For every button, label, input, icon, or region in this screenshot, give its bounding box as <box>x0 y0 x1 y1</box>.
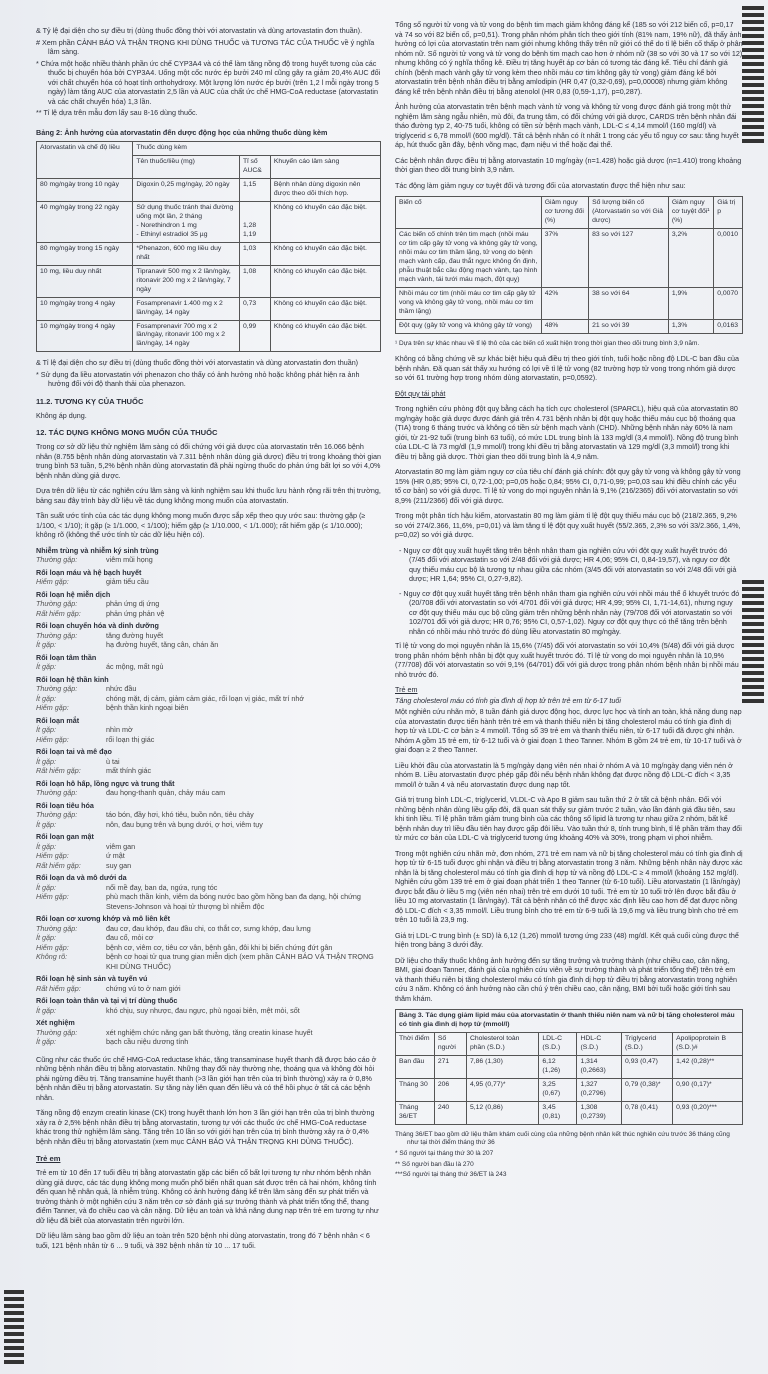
ae-effect: xét nghiệm chức năng gan bất thường, tăng creatin kinase huyết <box>106 1027 313 1037</box>
paragraph: Trong một nghiên cứu nhãn mở, đơn nhóm, 271 trẻ em nam và nữ bị tăng cholesterol máu có tính gia đình dị hợp tử từ 6-15 tuổi được ghi nhận và điều trị bằng atorvastatin trong 3 năm. Những bệnh nhân này được xác nhận là bị tăng cholesterol máu có tính gia đình dị hợp tử và nồng độ LDL-C ≥ 4 mmol/l (khoảng 152 mg/dl). Nghiên cứu gồm 139 trẻ em ở giai đoạn phát triển 1 theo Tanner (từ 6-10 tuổi). Liều atorvastatin (1 lần/ngày) được bắt đầu ở liều 5 mg (viên nén nhai) trên trẻ em dưới 10 tuổi. Trẻ em từ 10 tuổi trở lên được bắt đầu ở liều 10 mg atorvastatin (1 lần/ngày). Tất cả bệnh nhân có thể được xác định liều cao hơn để đạt được nồng độ LDL-C đích < 3,35 mmol/l. Liều trung bình cho trẻ em từ 6-9 tuổi là 19,6 mg và liều trung bình cho trẻ em trên 10 tuổi là 23,9 mg. <box>395 848 743 925</box>
paragraph: Trong cơ sở dữ liệu thử nghiệm lâm sàng có đối chứng với giả dược của atorvastatin trên 16.066 bệnh nhân (8.755 bệnh nhân dùng atorvastatin và 7.311 bệnh nhân dùng giả dược) điều trị trong khoảng thời gian trung bình 53 tuần, 5,2% bệnh nhân dùng atorvastatin đã phải ngừng thuốc do phản ứng bất lợi so với 4,0% bệnh nhân dùng giả dược. <box>36 442 381 480</box>
table-note: & Tỉ lệ đại diện cho sự điều trị (dùng thuốc đồng thời với atorvastatin và dùng atorvastatin đơn thuần) <box>36 358 359 368</box>
table-header: Số lượng biến cố (Atorvastatin so với Giả dược) <box>589 197 669 229</box>
ae-frequency: Ít gặp: <box>36 1005 56 1015</box>
table-cell: 0,0163 <box>714 319 743 333</box>
ae-frequency: Hiếm gặp: <box>36 577 69 587</box>
table-row <box>396 228 743 287</box>
table-cell: 10 mg/ngày trong 4 ngày <box>37 297 133 320</box>
ae-row <box>36 1037 381 1047</box>
table-cell: 40 mg/ngày trong 22 ngày <box>37 201 133 242</box>
ae-effect: ác mộng, mất ngủ <box>106 662 164 672</box>
paragraph: Giá trị LDL-C trung bình (± SD) là 6,12 (1,26) mmol/l tương ứng 233 (48) mg/dl. Kết quả cuối cùng được thể hiện trong bảng 3 dưới đây. <box>395 930 739 950</box>
ae-effect: nhìn mờ <box>106 725 133 735</box>
ae-group-title: Xét nghiệm <box>36 1018 75 1028</box>
paragraph: Tăng nồng độ enzym creatin kinase (CK) trong huyết thanh lớn hơn 3 lần giới hạn trên của trị bình thường xảy ra ở 2,5% bệnh nhân điều trị bằng atorvastatin, tương tự với các thuốc ức chế HMG-CoA reductase khác trong thử nghiệm lâm sàng. Tăng trên 10 lần so với giới hạn trên của trị bình thường xảy ra ở 0,4% bệnh nhân điều trị bằng atorvastatin (xem mục CẢNH BÁO VÀ THẬN TRỌNG KHI DÙNG THUỐC). <box>36 1108 375 1146</box>
ae-group-title: Rối loạn tai và mê đạo <box>36 747 112 757</box>
ae-row <box>36 640 381 650</box>
ae-frequency: Thường gặp: <box>36 599 78 609</box>
table-cell: 42% <box>541 287 588 319</box>
table-note: * Sử dụng đa liều atorvastatin với phenazon cho thấy có ảnh hưởng nhỏ hoặc không phát hiện ra ảnh hưởng đối với độ thanh thải của phenazon. <box>36 369 360 389</box>
table-cell: Nhồi máu cơ tim (nhồi máu cơ tim cấp gây tử vong và không gây tử vong, nhồi máu cơ tim thầm lặng) <box>396 287 542 319</box>
ae-effect: viêm gan <box>106 841 136 851</box>
table-row <box>37 178 381 201</box>
ae-row <box>36 861 381 871</box>
paragraph: Tác động làm giảm nguy cơ tuyệt đối và tương đối của atorvastatin được thể hiện như sau: <box>395 180 686 190</box>
table-cell: 6,12 (1,26) <box>539 1056 577 1079</box>
ae-frequency: Hiếm gặp: <box>36 851 69 861</box>
table-note: ** Số người ban đầu là 270 <box>395 1160 474 1168</box>
ae-group-title: Rối loạn toàn thân và tại vị trí dùng thuốc <box>36 996 178 1006</box>
table-cell: 0,0070 <box>714 287 743 319</box>
ae-effect: bệnh thần kinh ngoại biên <box>106 703 189 713</box>
table-cell: Fosamprenavir 700 mg x 2 lần/ngày, ritonavir 100 mg x 2 lần/ngày, 14 ngày <box>133 320 240 352</box>
ae-row <box>36 1028 381 1038</box>
ae-row <box>36 757 381 767</box>
ae-effect: viêm mũi họng <box>106 555 153 565</box>
table-header: Apolipoprotein B (S.D.)# <box>673 1033 743 1056</box>
table-cell: 80 mg/ngày trong 10 ngày <box>37 178 133 201</box>
note: * Chứa một hoặc nhiều thành phần ức chế CYP3A4 và có thể làm tăng nồng độ trong huyết tương của các thuốc bị chuyển hóa bởi CYP3A4. Uống một cốc nước ép bưởi 240 ml cũng gây ra giảm 20,4% AUC đối với chất chuyển hóa có hoạt tính orthohydroxy. Một lượng lớn nước ép bưởi (trên 1,2 l mỗi ngày trong 5 ngày) làm tăng AUC của atorvastatin 2,5 lần và AUC của chất ức chế HMG-CoA reductase (atorvastatin và các chất chuyển hóa) 1,3 lần. <box>36 58 381 106</box>
ae-group-title: Rối loạn hệ sinh sản và tuyến vú <box>36 974 148 984</box>
table-header: Thuốc dùng kèm <box>133 142 381 156</box>
ae-row <box>36 725 381 735</box>
paragraph: Cũng như các thuốc ức chế HMG-CoA reductase khác, tăng transaminase huyết thanh đã được báo cáo ở những bệnh nhân điều trị bằng atorvastatin. Những thay đổi này thường nhẹ, thoáng qua và không đòi hỏi phải ngừng điều trị. Tăng transamine huyết thanh (>3 lần giới hạn trên của trị bình thường) xảy ra ở 0,8% bệnh nhân điều trị bằng atorvastatin. Sự tăng này liên quan đến liều và có thể hồi phục ở tất cả các bệnh nhân. <box>36 1054 377 1102</box>
table-note: Tháng 36/ET bao gồm dữ liệu thăm khám cuối cùng của những bệnh nhân kết thúc nghiên cứu trước 36 tháng cũng như tại thời điểm tháng thứ 36 <box>395 1130 730 1147</box>
table-cell: 83 so với 127 <box>589 228 669 287</box>
ae-effect: hạ đường huyết, tăng cân, chán ăn <box>106 640 219 650</box>
ae-group-title: Rối loạn hô hấp, lồng ngực và trung thất <box>36 778 175 788</box>
ae-effect: bệnh cơ hoại tử qua trung gian miễn dịch (xem phần CẢNH BÁO VÀ THẬN TRỌNG KHI DÙNG THUỐC) <box>106 952 374 971</box>
subsection-subtitle: Tăng cholesterol máu có tính gia đình dị hợp tử trên trẻ em từ 6-17 tuổi <box>395 695 622 705</box>
ae-effect: giảm tiểu cầu <box>106 577 149 587</box>
table-header: Giảm nguy cơ tuyệt đối¹ (%) <box>668 197 713 229</box>
table-cell: 0,90 (0,17)* <box>673 1078 743 1101</box>
section-title: Trẻ em <box>36 1154 61 1164</box>
ae-frequency: Ít gặp: <box>36 640 56 650</box>
table-cell: Sử dụng thuốc tránh thai đường uống một lần, 2 tháng - Norethindron 1 mg - Ethinyl estradiol 35 µg <box>133 201 240 242</box>
table-header: Tên thuốc/liều (mg) <box>133 155 240 178</box>
ae-frequency: Rất hiếm gặp: <box>36 983 81 993</box>
ae-group-title: Rối loạn máu và hệ bạch huyết <box>36 567 142 577</box>
ae-group-title: Rối loạn chuyển hóa và dinh dưỡng <box>36 621 159 631</box>
ae-effect: chóng mặt, dị cảm, giảm cảm giác, rối loạn vị giác, mất trí nhớ <box>106 693 305 703</box>
ae-frequency: Ít gặp: <box>36 725 56 735</box>
table-header: Atorvastatin và chế độ liều <box>37 142 133 179</box>
table-cell: 0,0010 <box>714 228 743 287</box>
subsection-title: Đột quỵ tái phát <box>395 388 446 398</box>
table-cell: Tipranavir 500 mg x 2 lần/ngày, ritonavir 200 mg x 2 lần/ngày, 7 ngày <box>133 265 240 297</box>
ae-group-title: Rối loạn tiêu hóa <box>36 800 94 810</box>
table3 <box>395 1009 743 1125</box>
table-cell: 7,86 (1,30) <box>466 1056 538 1079</box>
ae-effect: chứng vú to ở nam giới <box>106 983 181 993</box>
ae-frequency: Không rõ: <box>36 952 68 962</box>
ae-effect: tăng đường huyết <box>106 630 164 640</box>
ae-frequency: Ít gặp: <box>36 693 56 703</box>
table-cell: 38 so với 64 <box>589 287 669 319</box>
paragraph: Tỉ lệ tử vong do mọi nguyên nhân là 15,6% (7/45) đối với atorvastatin so với 10,4% (5/48) đối với giả dược trong phân nhóm bệnh nhân bị đột quỵ xuất huyết trước đó. Tỉ lệ tử vong do mọi nguyên nhân là 10,9% (77/708) đối với atorvastatin so với 9,1% (64/701) đối với giả dược trong phân nhóm bệnh nhân bị nhồi máu nhỏ trước đó. <box>395 641 739 679</box>
paragraph: Ảnh hưởng của atorvastatin trên bệnh mạch vành tử vong và không tử vong được đánh giá trong một thử nghiệm lâm sàng ngẫu nhiên, mù đôi, đa trung tâm, có đối chứng với giả dược, CARDS trên bệnh nhân đái tháo đường typ 2, 40-75 tuổi, không có tiền sử bệnh mạch vành, LDL-C ≤ 4,14 mmol/l (160 mg/dl) và triglycerid ≤ 6,78 mmol/l (600 mg/dl). Tất cả bệnh nhân có ít nhất 1 trong các yếu tố nguy cơ sau: tăng huyết áp, hút thuốc gần đây, bệnh võng mạc, đạm niệu vi thể hoặc đại thể. <box>395 102 739 149</box>
ae-row <box>36 577 381 587</box>
table-cell: Không có khuyến cáo đặc biệt. <box>270 265 380 297</box>
paragraph: Dựa trên dữ liệu từ các nghiên cứu lâm sàng và kinh nghiệm sau khi thuốc lưu hành rộng rãi trên thị trường, bảng sau đây trình bày dữ liệu về tác dụng không mong muốn của atorvastatin. <box>36 486 381 505</box>
table-row <box>37 265 381 297</box>
ae-effect: rối loạn thị giác <box>106 734 155 744</box>
paragraph: Các bệnh nhân được điều trị bằng atorvastatin 10 mg/ngày (n=1.428) hoặc giả dược (n=1.410) trong khoảng thời gian theo dõi trung bình 3,9 năm. <box>395 155 742 174</box>
section-title: 12. TÁC DỤNG KHÔNG MONG MUỐN CỦA THUỐC <box>36 428 218 438</box>
ae-row <box>36 1006 381 1016</box>
table-cell: Fosamprenavir 1.400 mg x 2 lần/ngày, 14 ngày <box>133 297 240 320</box>
table-cell: 0,93 (0,20)*** <box>673 1101 743 1124</box>
ae-effect: ù tai <box>106 756 120 766</box>
table-cell: 21 so với 39 <box>589 319 669 333</box>
risk-reduction-table <box>395 196 743 334</box>
table-cell: Các biến cố chính trên tim mạch (nhồi máu cơ tim cấp gây tử vong và không gây tử vong, nhồi máu cơ tim thầm lặng, tử vong do bệnh mạch vành cấp, đau thắt ngực không ổn định, phẫu thuật bắc cầu động mạch vành, tạo hình mạch vành, tái tưới máu mạch, đột quỵ) <box>396 228 542 287</box>
table-cell: Đột quỵ (gây tử vong và không gây tử vong) <box>396 319 542 333</box>
ae-row <box>36 820 381 830</box>
table2 <box>36 141 381 352</box>
paragraph: Trong một phân tích hậu kiểm, atorvastatin 80 mg làm giảm tỉ lệ đột quỵ thiếu máu cục bộ (218/2.365, 9,2% so với 274/2.366, 11,6%, p=0,01) và làm tăng tỉ lệ đột quỵ xuất huyết (55/2.365, 2,3% so với 33/2.366, 1,4%, p=0,02) so với giả dược. <box>395 511 741 540</box>
table-row <box>396 319 743 333</box>
table-header: Số người <box>434 1033 466 1056</box>
ae-row <box>36 842 381 852</box>
ae-row <box>36 924 381 934</box>
table-note: ¹ Dựa trên sự khác nhau về tỉ lệ thô của các biến cố xuất hiện trong thời gian theo dõi trung bình 3,9 năm. <box>395 339 700 347</box>
table-row <box>37 297 381 320</box>
table-row <box>396 287 743 319</box>
subsection-title: Trẻ em <box>395 685 418 695</box>
table-note: ***Số người tại tháng thứ 36/ET là 243 <box>395 1171 507 1179</box>
ae-group-title: Rối loạn gan mật <box>36 832 94 842</box>
table-cell: Không có khuyến cáo đặc biệt. <box>270 297 380 320</box>
ae-row <box>36 810 381 820</box>
barcode-left-bottom <box>4 1290 24 1367</box>
ae-row <box>36 952 381 971</box>
ae-row <box>36 735 381 745</box>
table-cell: 1,42 (0,28)** <box>673 1056 743 1079</box>
paragraph: Atorvastatin 80 mg làm giảm nguy cơ của tiêu chí đánh giá chính: đột quỵ gây tử vong và không gây tử vong 15% (HR 0,85; 95% CI, 0,72-1,00; p=0,05 hoặc 0,84; 95% CI, 0,71-0,99; p=0,03 sau khi điều chỉnh các yếu tố cơ bản) so với giả dược. Tỉ lệ tử vong do mọi nguyên nhân là 9,1% (216/2365) đối với atorvastatin so với 8,9% (211/2366) đối với giả dược. <box>395 467 741 505</box>
ae-frequency: Thường gặp: <box>36 684 78 694</box>
table-header: Biến cố <box>396 197 542 229</box>
ae-row <box>36 984 381 994</box>
table-header: LDL-C (S.D.) <box>539 1033 577 1056</box>
ae-frequency: Hiếm gặp: <box>36 892 69 902</box>
ae-frequency: Ít gặp: <box>36 841 56 851</box>
table-cell: 206 <box>434 1078 466 1101</box>
paragraph: Không có bằng chứng về sự khác biệt hiệu quả điều trị theo giới tính, tuổi hoặc nồng độ LDL-C ban đầu của bệnh nhân. Đã quan sát thấy xu hướng có lợi về tỉ lệ tử vong (82 trường hợp tử vong trong nhóm giả dược so với 61 trường hợp trong nhóm dùng atorvastatin, p=0,0592). <box>395 354 739 383</box>
table-cell: Không có khuyến cáo đặc biệt. <box>270 320 380 352</box>
ae-row <box>36 851 381 861</box>
barcode-right <box>742 6 764 146</box>
ae-row <box>36 694 381 704</box>
table-cell: 1,3% <box>668 319 713 333</box>
table-cell: 1,08 <box>239 265 270 297</box>
ae-effect: bạch cầu niệu dương tính <box>106 1037 189 1047</box>
table-header: Giá trị p <box>714 197 743 229</box>
table-header: Triglycerid (S.D.) <box>622 1033 673 1056</box>
bullet-item: - Nguy cơ đột quỵ xuất huyết tăng trên bệnh nhân tham gia nghiên cứu với nhồi máu thể ổ khuyết trước đó (20/708 đối với atorvastatin so với 4/701 đối với giả dược; HR 4,99; 95% CI, 1,71-14,61), nhưng nguy cơ đột quỵ thiếu máu cục bộ cũng giảm trên những bệnh nhân này (79/708 đối với atorvastatin so với 102/701 đối với giả dược; HR 0,76; 95% CI, 0,57-1,02). Nguy cơ đột quỵ thực có thể tăng trên bệnh nhân có nhồi máu nhỏ trước đó dùng liều atorvastatin 80 mg/ngày. <box>399 588 740 636</box>
table-cell: 48% <box>541 319 588 333</box>
ae-frequency: Ít gặp: <box>36 662 56 672</box>
table-row <box>37 201 381 242</box>
table-cell: 0,73 <box>239 297 270 320</box>
table-cell: 1,327 (0,2796) <box>577 1078 622 1101</box>
ae-row <box>36 933 381 943</box>
ae-frequency: Ít gặp: <box>36 756 56 766</box>
ae-effect: phù mạch thần kinh, viêm da bóng nước bao gồm hồng ban đa dạng, hội chứng Stevens-Johnson và hoại tử thượng bì nhiễm độc <box>106 892 361 911</box>
table-cell: 3,25 (0,67) <box>539 1078 577 1101</box>
paragraph: Dữ liệu lâm sàng bao gồm dữ liệu an toàn trên 520 bệnh nhi dùng atorvastatin, trong đó 7 bệnh nhân < 6 tuổi, 121 bệnh nhân từ 6 ... 9 tuổi, và 392 bệnh nhân từ 10 ... 17 tuổi. <box>36 1231 370 1250</box>
ae-frequency: Hiếm gặp: <box>36 734 69 744</box>
ae-row <box>36 631 381 641</box>
ae-frequency: Ít gặp: <box>36 1037 56 1047</box>
ae-effect: nhức đầu <box>106 684 137 694</box>
table-cell: 0,99 <box>239 320 270 352</box>
paragraph: Tần suất ước tính của các tác dụng không mong muốn được sắp xếp theo quy ước sau: thường gặp (≥ 1/100, < 1/10); ít gặp (≥ 1/1.000, < 1/100); hiếm gặp (≥ 1/10.000, < 1/1.000); rất hiếm gặp (≤ 1/10.000); không rõ (không thể ước tính từ các dữ liệu hiện có). <box>36 511 366 540</box>
table-row <box>396 1078 743 1101</box>
ae-effect: đau họng-thanh quản, chảy máu cam <box>106 788 226 798</box>
table-cell: 0,79 (0,38)* <box>622 1078 673 1101</box>
ae-group-title: Rối loạn hệ thần kinh <box>36 674 109 684</box>
ae-frequency: Thường gặp: <box>36 630 78 640</box>
ae-group-title: Rối loạn mắt <box>36 715 80 725</box>
table-cell: 1,9% <box>668 287 713 319</box>
ae-effect: ứ mật <box>106 851 125 861</box>
ae-group-title: Rối loạn da và mô dưới da <box>36 873 127 883</box>
ae-effect: đau cơ, đau khớp, đau đầu chi, co thắt cơ, sưng khớp, đau lưng <box>106 923 311 933</box>
table-header: HDL-C (S.D.) <box>577 1033 622 1056</box>
bullet-item: - Nguy cơ đột quỵ xuất huyết tăng trên bệnh nhân tham gia nghiên cứu với đột quỵ xuất huyết trước đó (7/45 đối với atorvastatin so với 2/48 đối với giả dược; HR 4,06; 95% CI, 0,84-19,57), và nguy cơ đột quỵ thiếu máu cục bộ là tương tự nhau giữa các nhóm (3/45 đối với atorvastatin so với 2/48 đối với giả dược; HR 1,64; 95% CI, 0,27-9,82). <box>399 545 737 584</box>
table-cell: 0,78 (0,41) <box>622 1101 673 1124</box>
table-header: Giảm nguy cơ tương đối (%) <box>541 197 588 229</box>
paragraph: Giá trị trung bình LDL-C, triglycerid, VLDL-C và Apo B giảm sau tuần thứ 2 ở tất cả bệnh nhân. Đối với những bệnh nhân dùng liều gấp đôi, đã quan sát thấy sự giảm trước 2 tuần, vào lần đánh giá đầu tiên, sau khi tinh liều. Tỉ lệ phần trăm giảm trung bình của các thông số lipid là tương tự nhau giữa 2 nhóm, bất kể bệnh nhân duy trì liều đầu tiên hay được gấp đôi liều. Vào tuần thứ 8, tính trung bình, tỉ lệ phần trăm thay đổi từ mức cơ bản của LDL-C và triglycerid tương ứng khoảng 40% và 30%, trong phạm vi phơi nhiễm. <box>395 795 742 843</box>
table-cell: Bệnh nhân dùng digoxin nên được theo dõi thích hợp. <box>270 178 380 201</box>
paragraph: Trong nghiên cứu phòng đột quỵ bằng cách hạ tích cực cholesterol (SPARCL), hiệu quả của atorvastatin 80 mg/ngày hoặc giả dược được đánh giá trên 4.731 bệnh nhân bị đột quỵ hoặc thiếu máu cục bộ thoáng qua (TIA) trong 6 tháng trước và không có tiền sử bệnh mạch vành (CHD). Những bệnh nhân này 60% là nam giới, từ 21-92 tuổi (trung bình 63 tuổi), có mức LDL trung bình là 133 mg/dl (3,4 mmol/l). Nồng độ trung bình của LDL-C là 73 mg/dl (1,9 mmol/l) trong khi điều trị bằng atorvastatin và 129 mg/dl (3,3 mmol/l) trong khi điều trị bằng giả dược. Thời gian theo dõi trung bình là 4,9 năm. <box>395 404 739 461</box>
table-cell: 1,314 (0,2663) <box>577 1056 622 1079</box>
table-cell: Tháng 30 <box>396 1078 435 1101</box>
table-header: Tỉ số AUC& <box>239 155 270 178</box>
paragraph: Dữ liệu cho thấy thuốc không ảnh hưởng đến sự tăng trưởng và trưởng thành (như chiều cao, cân nặng, BMI, giai đoạn Tanner, đánh giá của nghiên cứu viên về sự trưởng thành và phát triển tổng thể) trên trẻ em và thanh thiếu niên bị tăng cholesterol máu có tính gia đình dị hợp tử điều trị bằng atorvastatin trong nghiên cứu 3 năm. Không có ảnh hưởng nào cần chú ý trên chiều cao, cân nặng, BMI bởi tuổi hoặc giới tính sau thăm khám. <box>395 955 737 1003</box>
table-cell: 37% <box>541 228 588 287</box>
ae-frequency: Hiếm gặp: <box>36 703 69 713</box>
ae-frequency: Thường gặp: <box>36 788 78 798</box>
ae-frequency: Thường gặp: <box>36 923 78 933</box>
ae-row <box>36 892 381 911</box>
table-cell: 10 mg, liều duy nhất <box>37 265 133 297</box>
paragraph: Tổng số người tử vong và tử vong do bệnh tim mạch giảm không đáng kể (185 so với 212 biến cố, p=0,17 và 74 so với 82 biến cố, p=0,51). Trong phân nhóm phân tích theo giới tính (81% nam, 19% nữ), đã thấy ảnh hưởng có lợi của atorvastatin trên nam giới nhưng không thấy trên nữ giới có thể do tỉ lệ biến cố thấp ở phân nhóm nữ. Số người tử vong và tử vong do bệnh tim mạch cao hơn ở nhóm nữ (38 so với 30 và 17 so với 12) nhưng không có ý nghĩa thống kê. Điều trị tăng huyết áp cơ bản có tương tác đáng kể. Tiêu chí đánh giá chính (bệnh mạch vành gây tử vong kèm theo nhồi máu cơ tim không gây tử vong) giảm đáng kể bởi atorvastatin trên bệnh nhân điều trị bằng amlodipin (HR 0,47 (0,32-0,69), p=0,00008) nhưng giảm không đáng kể trên bệnh nhân điều trị bằng atenolol (HR 0,83 (0,59-1,17), p=0,287). <box>395 20 743 96</box>
table-cell: 80 mg/ngày trong 15 ngày <box>37 242 133 265</box>
ae-effect: phản ứng phản vệ <box>106 608 165 618</box>
table-cell: Digoxin 0,25 mg/ngày, 20 ngày <box>133 178 240 201</box>
ae-frequency: Thường gặp: <box>36 1027 78 1037</box>
ae-frequency: Rất hiếm gặp: <box>36 766 81 776</box>
ae-row <box>36 662 381 672</box>
ae-effect: nổi mề đay, ban da, ngứa, rụng tóc <box>106 882 218 892</box>
table-cell: 3,2% <box>668 228 713 287</box>
table2-caption: Bảng 2: Ảnh hưởng của atorvastatin đến dược động học của những thuốc dùng kèm <box>36 127 328 137</box>
adverse-effects-list <box>36 546 381 1047</box>
table-cell: 1,308 (0,2739) <box>577 1101 622 1124</box>
table-cell: 5,12 (0,86) <box>466 1101 538 1124</box>
table-cell: Không có khuyến cáo đặc biệt. <box>270 242 380 265</box>
table-cell: 1,03 <box>239 242 270 265</box>
paragraph: Một nghiên cứu nhãn mở, 8 tuần đánh giá dược động học, dược lực học và tính an toàn, khả năng dung nạp của atorvastatin được tiến hành trên trẻ em và thanh thiếu niên bị tăng cholesterol máu có tính gia đình dị hợp tử và LDL-C cơ bản ≥ 4 mmol/l. Tổng số 39 trẻ em và thanh thiếu niên, từ 6-17 tuổi đã được ghi nhận. Nhóm A gồm 15 trẻ em, từ 6-12 tuổi và ở giai đoạn 1 theo Tanner. Nhóm B gồm 24 trẻ em, từ 10-17 tuổi và ở giai đoạn ≥ 2 theo Tanner. <box>395 707 742 755</box>
ae-effect: đau cổ, mỏi cơ <box>106 933 154 943</box>
paragraph: Trẻ em từ 10 đến 17 tuổi điều trị bằng atorvastatin gặp các biến cố bất lợi tương tự như nhóm bệnh nhân dùng giả dược, các tác dụng không mong muốn phổ biến nhất quan sát được trên cả hai nhóm, không tính đến quan hệ nhân quả, là nhiễm trùng. Không có ảnh hưởng đáng kể trên lâm sàng đến sự phát triển và trưởng thành ở một nghiên cứu 3 năm trên cơ sở đánh giá sự trưởng thành và phát triển tổng thể, thang điểm Tanner, và đo chiều cao và cân nặng. Dữ liệu an toàn và khả năng dung nạp trên trẻ em tương tự như dữ liệu đã biết của atorvastatin trên người lớn. <box>36 1168 379 1225</box>
bullet-text: Nguy cơ đột quỵ xuất huyết tăng trên bệnh nhân tham gia nghiên cứu với nhồi máu thể ổ khuyết trước đó (20/708 đối với atorvastatin so với 4/701 đối với giả dược; HR 4,99; 95% CI, 1,71-14,61), nhưng nguy cơ đột quỵ thiếu máu cục bộ cũng giảm trên những bệnh nhân này (79/708 đối với atorvastatin so với 102/701 đối với giả dược; HR 0,76; 95% CI, 0,57-1,02). Nguy cơ đột quỵ thực có thể tăng trên bệnh nhân có nhồi máu nhỏ trước đó dùng liều atorvastatin 80 mg/ngày. <box>403 588 740 636</box>
ae-group-title: Rối loạn tâm thần <box>36 652 97 662</box>
left-column <box>36 26 381 1256</box>
ae-frequency: Rất hiếm gặp: <box>36 860 81 870</box>
ae-frequency: Ít gặp: <box>36 933 56 943</box>
table-cell: 240 <box>434 1101 466 1124</box>
table-header: Cholesterol toàn phần (S.D.) <box>466 1033 538 1056</box>
ae-row <box>36 609 381 619</box>
table-note: * Số người tại tháng thứ 30 là 207 <box>395 1150 494 1158</box>
ae-row <box>36 766 381 776</box>
table-cell: Không có khuyến cáo đặc biệt. <box>270 201 380 242</box>
table-cell: Ban đầu <box>396 1056 435 1079</box>
ae-effect: mất thính giác <box>106 766 152 776</box>
ae-row <box>36 703 381 713</box>
bullet-text: Nguy cơ đột quỵ xuất huyết tăng trên bệnh nhân tham gia nghiên cứu với đột quỵ xuất huyết trước đó (7/45 đối với atorvastatin so với 2/48 đối với giả dược; HR 4,06; 95% CI, 0,84-19,57), và nguy cơ đột quỵ thiếu máu cục bộ là tương tự nhau giữa các nhóm (3/45 đối với atorvastatin so với 2/48 đối với giả dược; HR 1,64; 95% CI, 0,27-9,82). <box>403 545 737 584</box>
table-cell: 0,93 (0,47) <box>622 1056 673 1079</box>
section-title: 11.2. TƯƠNG KỴ CỦA THUỐC <box>36 396 144 406</box>
table3-caption: Bảng 3. Tác dụng giảm lipid máu của atorvastatin ở thanh thiếu niên nam và nữ bị tăng cholesterol máu có tính gia đình dị hợp tử (mmol/l) <box>396 1010 743 1033</box>
ae-effect: táo bón, đầy hơi, khó tiêu, buồn nôn, tiêu chảy <box>106 810 254 820</box>
ae-row <box>36 943 381 953</box>
table-header: Khuyến cáo lâm sàng <box>270 155 380 178</box>
paragraph: Không áp dụng. <box>36 410 87 420</box>
ae-row <box>36 788 381 798</box>
ae-effect: phản ứng dị ứng <box>106 599 160 609</box>
note: ** Tỉ lệ dựa trên mẫu đơn lấy sau 8-16 dùng thuốc. <box>36 108 198 117</box>
ae-frequency: Rất hiếm gặp: <box>36 608 81 618</box>
ae-effect: khó chịu, suy nhược, đau ngực, phù ngoại biên, mệt mỏi, sốt <box>106 1005 300 1015</box>
table-cell: 1,15 <box>239 178 270 201</box>
ae-frequency: Ít gặp: <box>36 819 56 829</box>
note: # Xem phần CẢNH BÁO VÀ THẬN TRỌNG KHI DÙNG THUỐC và TƯƠNG TÁC CỦA THUỐC về ý nghĩa lâm sàng. <box>36 37 375 56</box>
ae-effect: bệnh cơ, viêm cơ, tiêu cơ vân, bệnh gân, đôi khi bị biến chứng đứt gân <box>106 942 333 952</box>
ae-effect: nôn, đau bụng trên và bụng dưới, ợ hơi, viêm tụy <box>106 819 263 829</box>
ae-frequency: Thường gặp: <box>36 810 78 820</box>
table-cell: 10 mg/ngày trong 4 ngày <box>37 320 133 352</box>
barcode-right-mid <box>742 580 764 706</box>
table-cell: 1,28 1,19 <box>239 201 270 242</box>
ae-row <box>36 599 381 609</box>
ae-frequency: Ít gặp: <box>36 882 56 892</box>
ae-frequency: Thường gặp: <box>36 555 78 565</box>
table-cell: Tháng 36/ET <box>396 1101 435 1124</box>
table-cell: 271 <box>434 1056 466 1079</box>
table-cell: 4,95 (0,77)* <box>466 1078 538 1101</box>
note: & Tỷ lệ đại diện cho sự điều trị (dùng thuốc đồng thời với atorvastatin và dùng artovastatin đơn thuần). <box>36 26 363 35</box>
ae-frequency: Hiếm gặp: <box>36 942 69 952</box>
ae-group-title: Rối loạn cơ xương khớp và mô liên kết <box>36 914 170 924</box>
ae-row <box>36 684 381 694</box>
ae-row <box>36 883 381 893</box>
table-row <box>396 1056 743 1079</box>
paragraph: Liều khởi đầu của atorvastatin là 5 mg/ngày dạng viên nén nhai ở nhóm A và 10 mg/ngày dạng viên nén ở nhóm B. Liều atorvastatin được phép gấp đôi nếu bệnh nhân không đạt được nồng độ LDL-C đích < 3,35 mmol/l ở tuần 4 và nếu atorvastatin được dung nạp tốt. <box>395 760 733 789</box>
table-row <box>37 242 381 265</box>
table-cell: *Phenazon, 600 mg liều duy nhất <box>133 242 240 265</box>
table-header: Thời điểm <box>396 1033 435 1056</box>
table-cell: 3,45 (0,81) <box>539 1101 577 1124</box>
ae-effect: suy gan <box>106 860 132 870</box>
table-row <box>37 320 381 352</box>
ae-row <box>36 555 381 565</box>
table-row <box>396 1101 743 1124</box>
ae-group-title: Nhiễm trùng và nhiễm ký sinh trùng <box>36 545 159 555</box>
right-column <box>395 20 743 1182</box>
ae-group-title: Rối loạn hệ miễn dịch <box>36 589 111 599</box>
